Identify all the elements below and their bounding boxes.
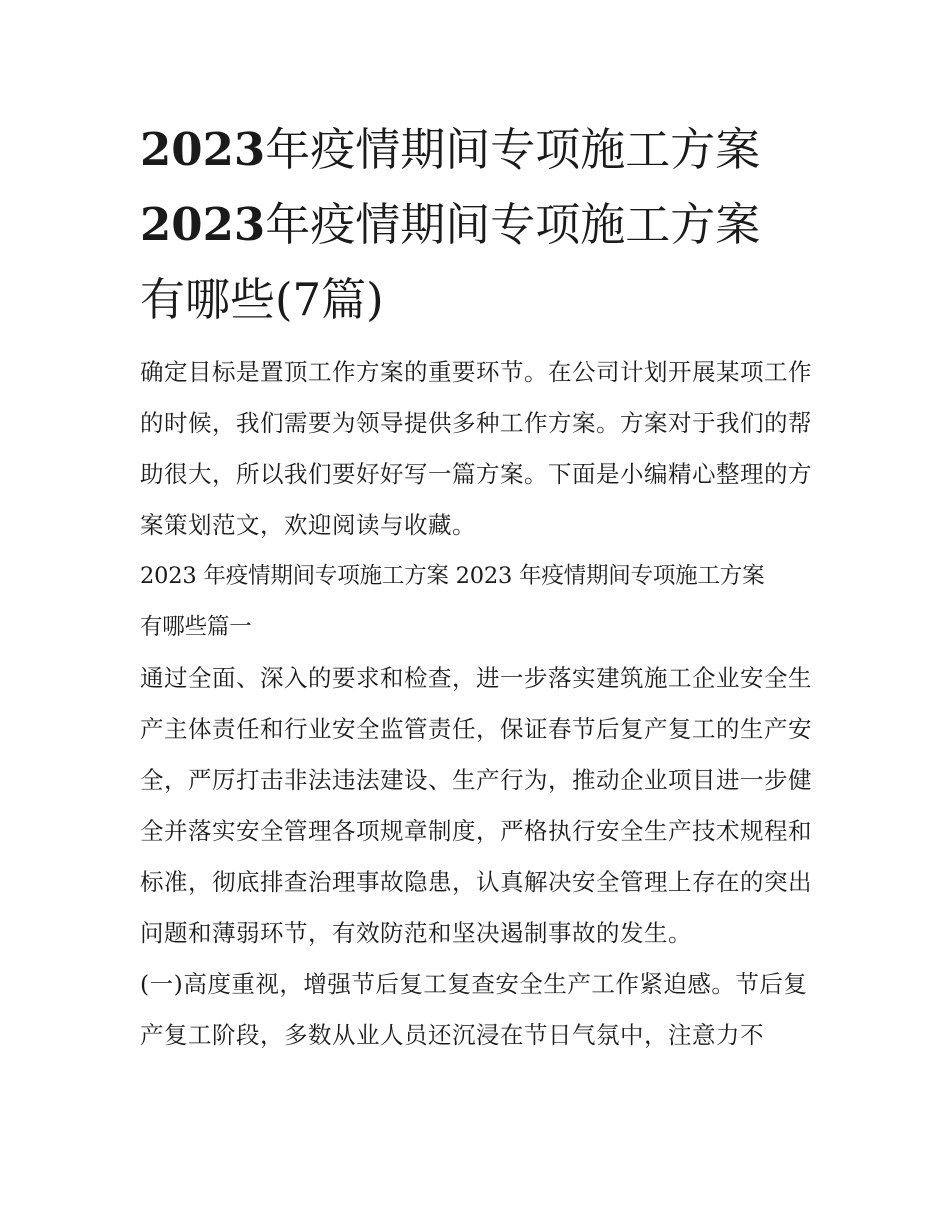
- title-year: 2023: [140, 198, 266, 251]
- section-heading-line-1: 2023 年疫情期间专项施工方案 2023 年疫情期间专项施工方案: [140, 563, 765, 589]
- document-page: [140, 112, 820, 1061]
- body-paragraph-2: (一)高度重视，增强节后复工复查安全生产工作紧迫感。节后复产复工阶段，多数从业人员还沉浸在节日气氛中，注意力不: [140, 970, 808, 1049]
- section-heading-line-2: 有哪些篇一: [140, 614, 252, 640]
- document-title: [140, 112, 820, 337]
- title-year: 2023: [140, 123, 266, 176]
- title-text: 年疫情期间专项施工方案: [265, 123, 761, 176]
- title-line-3: 有哪些(7篇): [140, 273, 384, 326]
- title-line-2: [140, 187, 820, 262]
- intro-paragraph: 确定目标是置顶工作方案的重要环节。在公司计划开展某项工作的时候，我们需要为领导提供多种工作方案。方案对于我们的帮助很大，所以我们要好好写一篇方案。下面是小编精心整理的方案策划范文，欢迎阅读与收藏。: [140, 358, 812, 539]
- title-line-1: [140, 112, 820, 187]
- body-paragraph-1: 通过全面、深入的要求和检查，进一步落实建筑施工企业安全生产主体责任和行业安全监管责任，保证春节后复产复工的生产安全，严厉打击非法违法建设、生产行为，推动企业项目进一步健全并落实安全管理各项规章制度，严格执行安全生产技术规程和标准，彻底排查治理事故隐患，认真解决安全管理上存在的突出问题和薄弱环节，有效防范和坚决遏制事故的发生。: [140, 664, 812, 947]
- title-text: 年疫情期间专项施工方案: [265, 198, 761, 251]
